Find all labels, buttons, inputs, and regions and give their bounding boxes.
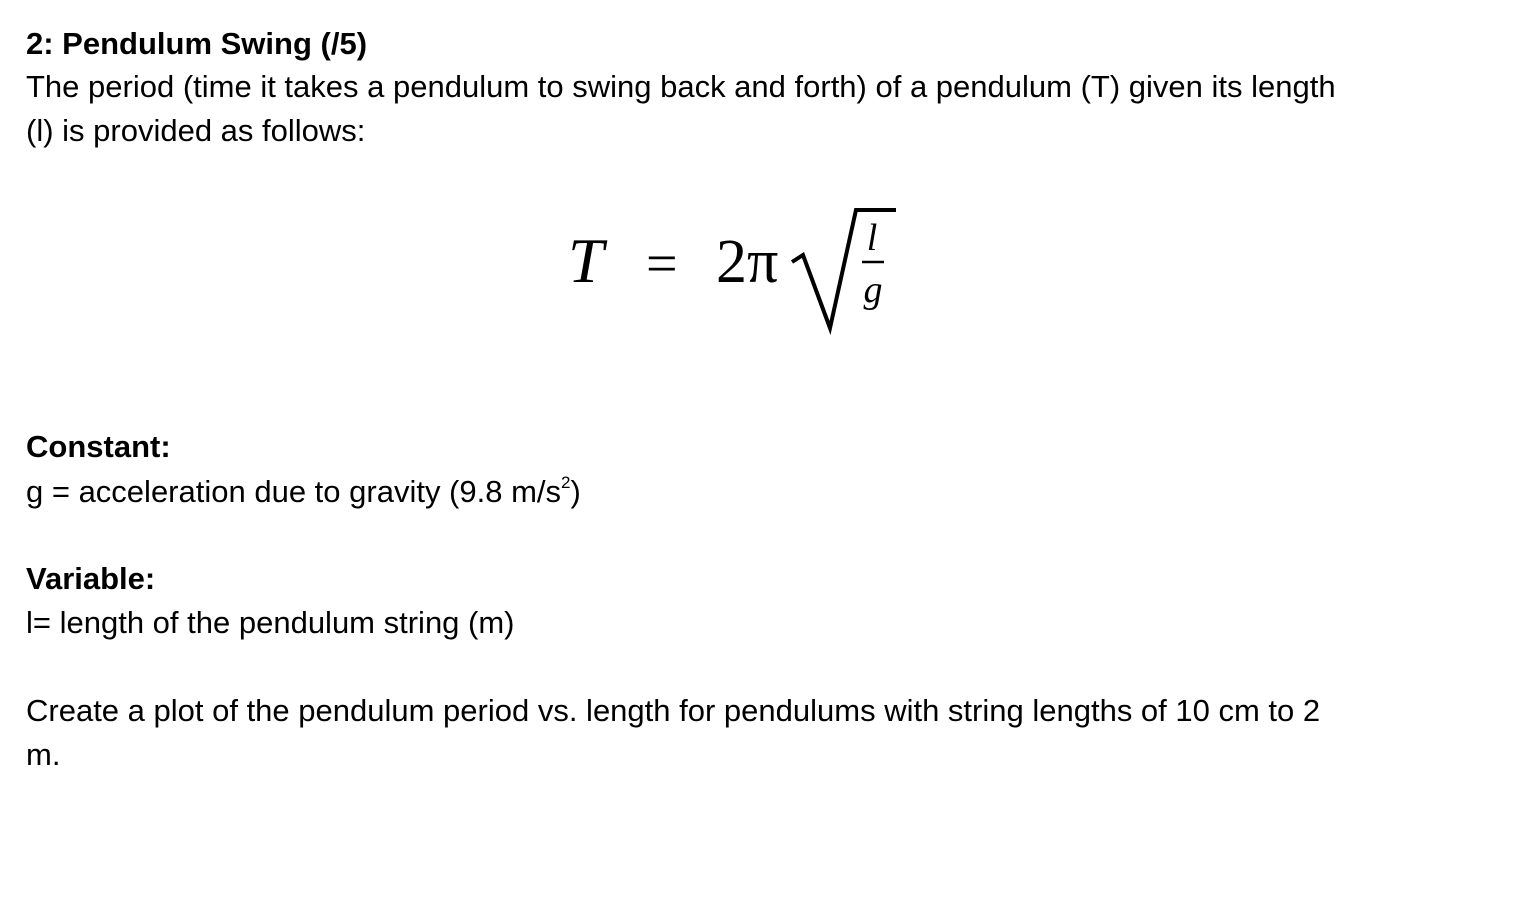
constant-definition <box>26 470 581 519</box>
constant-close: ) <box>570 474 581 509</box>
constant-label: Constant: <box>26 429 171 464</box>
period-formula-svg <box>560 198 920 338</box>
variable-label: Variable: <box>26 561 156 596</box>
intro-text-line-1: The period (time it takes a pendulum to swing back and forth) of a pendulum (T) given its length <box>26 69 1336 104</box>
intro-text-line-2: (l) is provided as follows: <box>26 113 366 148</box>
constant-text: g = acceleration due to gravity (9.8 m/s <box>26 474 562 509</box>
formula-equals: = <box>646 233 678 295</box>
formula-denominator: g <box>863 269 883 311</box>
task-text-line-2: m. <box>26 737 61 772</box>
period-formula <box>560 198 920 338</box>
section-heading: 2: Pendulum Swing (/5) <box>26 26 368 61</box>
formula-numerator: l <box>866 217 878 259</box>
formula-coefficient: 2π <box>716 228 779 296</box>
task-text-line-1: Create a plot of the pendulum period vs. length for pendulums with string lengths of 10 cm to 2 <box>26 693 1321 728</box>
formula-lhs: T <box>568 225 604 296</box>
variable-definition: l= length of the pendulum string (m) <box>26 605 515 640</box>
constant-exponent: 2 <box>561 473 571 492</box>
